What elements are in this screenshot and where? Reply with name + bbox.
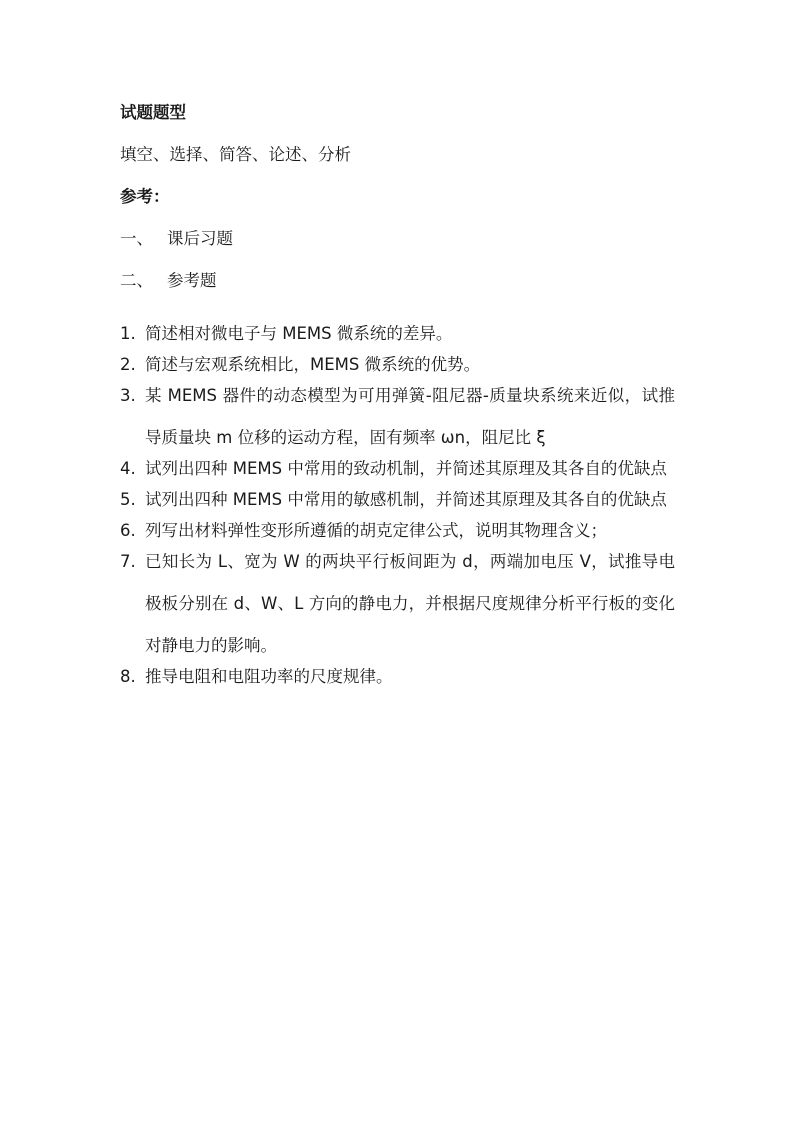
question-text: 试列出四种 MEMS 中常用的致动机制，并简述其原理及其各自的优缺点 [145, 459, 667, 478]
question-number: 7. [120, 552, 136, 571]
question-types-list: 填空、选择、简答、论述、分析 [120, 145, 351, 164]
question-text: 某 MEMS 器件的动态模型为可用弹簧-阻尼器-质量块系统来近似，试推导质量块 m 位移的运动方程，固有频率 ωn，阻尼比 ξ [145, 386, 675, 447]
question-item [120, 656, 680, 698]
document-content [120, 103, 680, 698]
section-number: 一、 [120, 229, 153, 248]
question-types-heading: 试题题型 [120, 103, 186, 122]
question-number: 2. [120, 355, 136, 374]
question-text: 列写出材料弹性变形所遵循的胡克定律公式，说明其物理含义； [145, 521, 607, 540]
question-number: 1. [120, 324, 136, 343]
reference-heading: 参考： [120, 187, 170, 206]
section-item [120, 229, 680, 249]
section-label: 课后习题 [167, 229, 233, 248]
section-item [120, 271, 680, 291]
section-number: 二、 [120, 271, 153, 290]
question-text: 试列出四种 MEMS 中常用的敏感机制，并简述其原理及其各自的优缺点 [145, 490, 667, 509]
question-number: 3. [120, 386, 136, 405]
question-item [120, 375, 680, 459]
question-number: 5. [120, 490, 136, 509]
question-item [120, 541, 680, 667]
question-text: 简述相对微电子与 MEMS 微系统的差异。 [145, 324, 453, 343]
question-number: 8. [120, 667, 136, 686]
question-text: 推导电阻和电阻功率的尺度规律。 [145, 667, 393, 686]
question-text: 已知长为 L、宽为 W 的两块平行板间距为 d，两端加电压 V，试推导电极板分别在 d、W、L 方向的静电力，并根据尺度规律分析平行板的变化对静电力的影响。 [145, 552, 675, 655]
question-text: 简述与宏观系统相比，MEMS 微系统的优势。 [145, 355, 481, 374]
section-label: 参考题 [167, 271, 217, 290]
question-number: 4. [120, 459, 136, 478]
question-number: 6. [120, 521, 136, 540]
